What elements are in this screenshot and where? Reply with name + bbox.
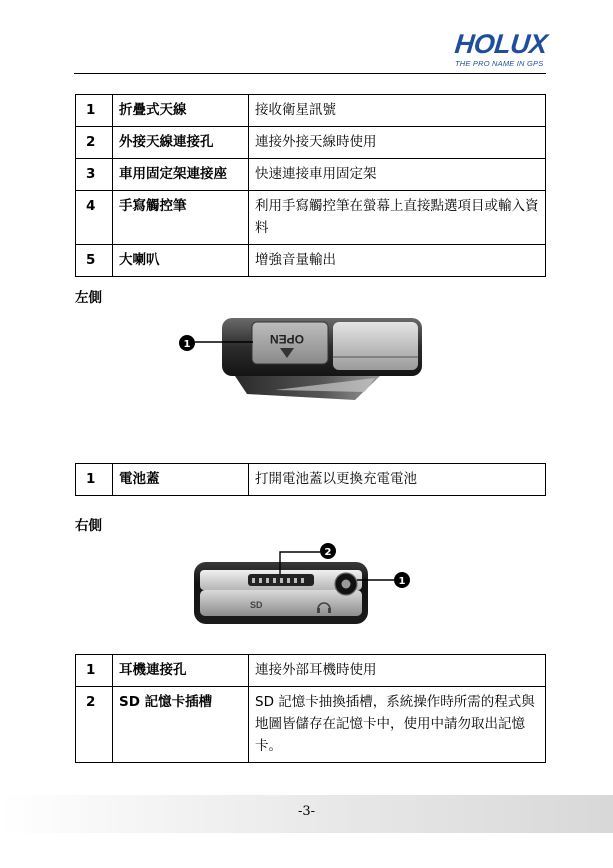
row-name: 耳機連接孔 [113, 655, 249, 687]
row-desc: 連接外接天線時使用 [249, 127, 546, 159]
table-row [76, 95, 546, 127]
row-name: 手寫觸控筆 [113, 191, 249, 245]
row-name: 車用固定架連接座 [113, 159, 249, 191]
left-side-device-illustration [175, 312, 435, 408]
right-side-title: 右側 [75, 518, 102, 534]
row-desc: 連接外部耳機時使用 [249, 655, 546, 687]
row-number: 5 [76, 245, 113, 277]
logo-tagline: THE PRO NAME IN GPS [455, 59, 544, 68]
sd-card-icon: SD [250, 600, 263, 610]
row-name: 大喇叭 [113, 245, 249, 277]
row-number: 3 [76, 159, 113, 191]
device-lower-face [200, 590, 362, 616]
table-row [76, 191, 546, 245]
left-side-title: 左側 [75, 290, 102, 306]
holux-logo [455, 30, 547, 68]
callout-2-number: 2 [324, 547, 332, 558]
row-number: 4 [76, 191, 113, 245]
table-row [76, 687, 546, 763]
page-number: -3- [297, 804, 316, 819]
table-row [76, 464, 546, 496]
row-desc: 快速連接車用固定架 [249, 159, 546, 191]
right-side-device-illustration [192, 538, 420, 628]
row-name: 折疊式天線 [113, 95, 249, 127]
row-name: 外接天線連接孔 [113, 127, 249, 159]
top-components-table [75, 94, 546, 277]
header-rule [74, 73, 546, 74]
table-row [76, 245, 546, 277]
table-row [76, 655, 546, 687]
row-name: SD 記憶卡插槽 [113, 687, 249, 763]
logo-brand: HOLUX [453, 29, 549, 59]
row-desc: 利用手寫觸控筆在螢幕上直接點選項目或輸入資料 [249, 191, 546, 245]
callout-number: 1 [183, 339, 191, 350]
right-side-table [75, 654, 546, 763]
table-row [76, 127, 546, 159]
callout-1-number: 1 [398, 576, 406, 587]
table-row [76, 159, 546, 191]
row-desc: 打開電池蓋以更換充電電池 [249, 464, 546, 496]
row-desc: SD 記憶卡抽換插槽，系統操作時所需的程式與地圖皆儲存在記憶卡中，使用中請勿取出記憶卡。 [249, 687, 546, 763]
left-side-table [75, 463, 546, 496]
row-name: 電池蓋 [113, 464, 249, 496]
row-number: 1 [76, 464, 113, 496]
row-desc: 接收衛星訊號 [249, 95, 546, 127]
row-number: 1 [76, 95, 113, 127]
row-number: 1 [76, 655, 113, 687]
battery-cover-label: OPEN [269, 332, 305, 346]
row-desc: 增強音量輸出 [249, 245, 546, 277]
row-number: 2 [76, 687, 113, 763]
device-side-face [333, 322, 418, 370]
row-number: 2 [76, 127, 113, 159]
